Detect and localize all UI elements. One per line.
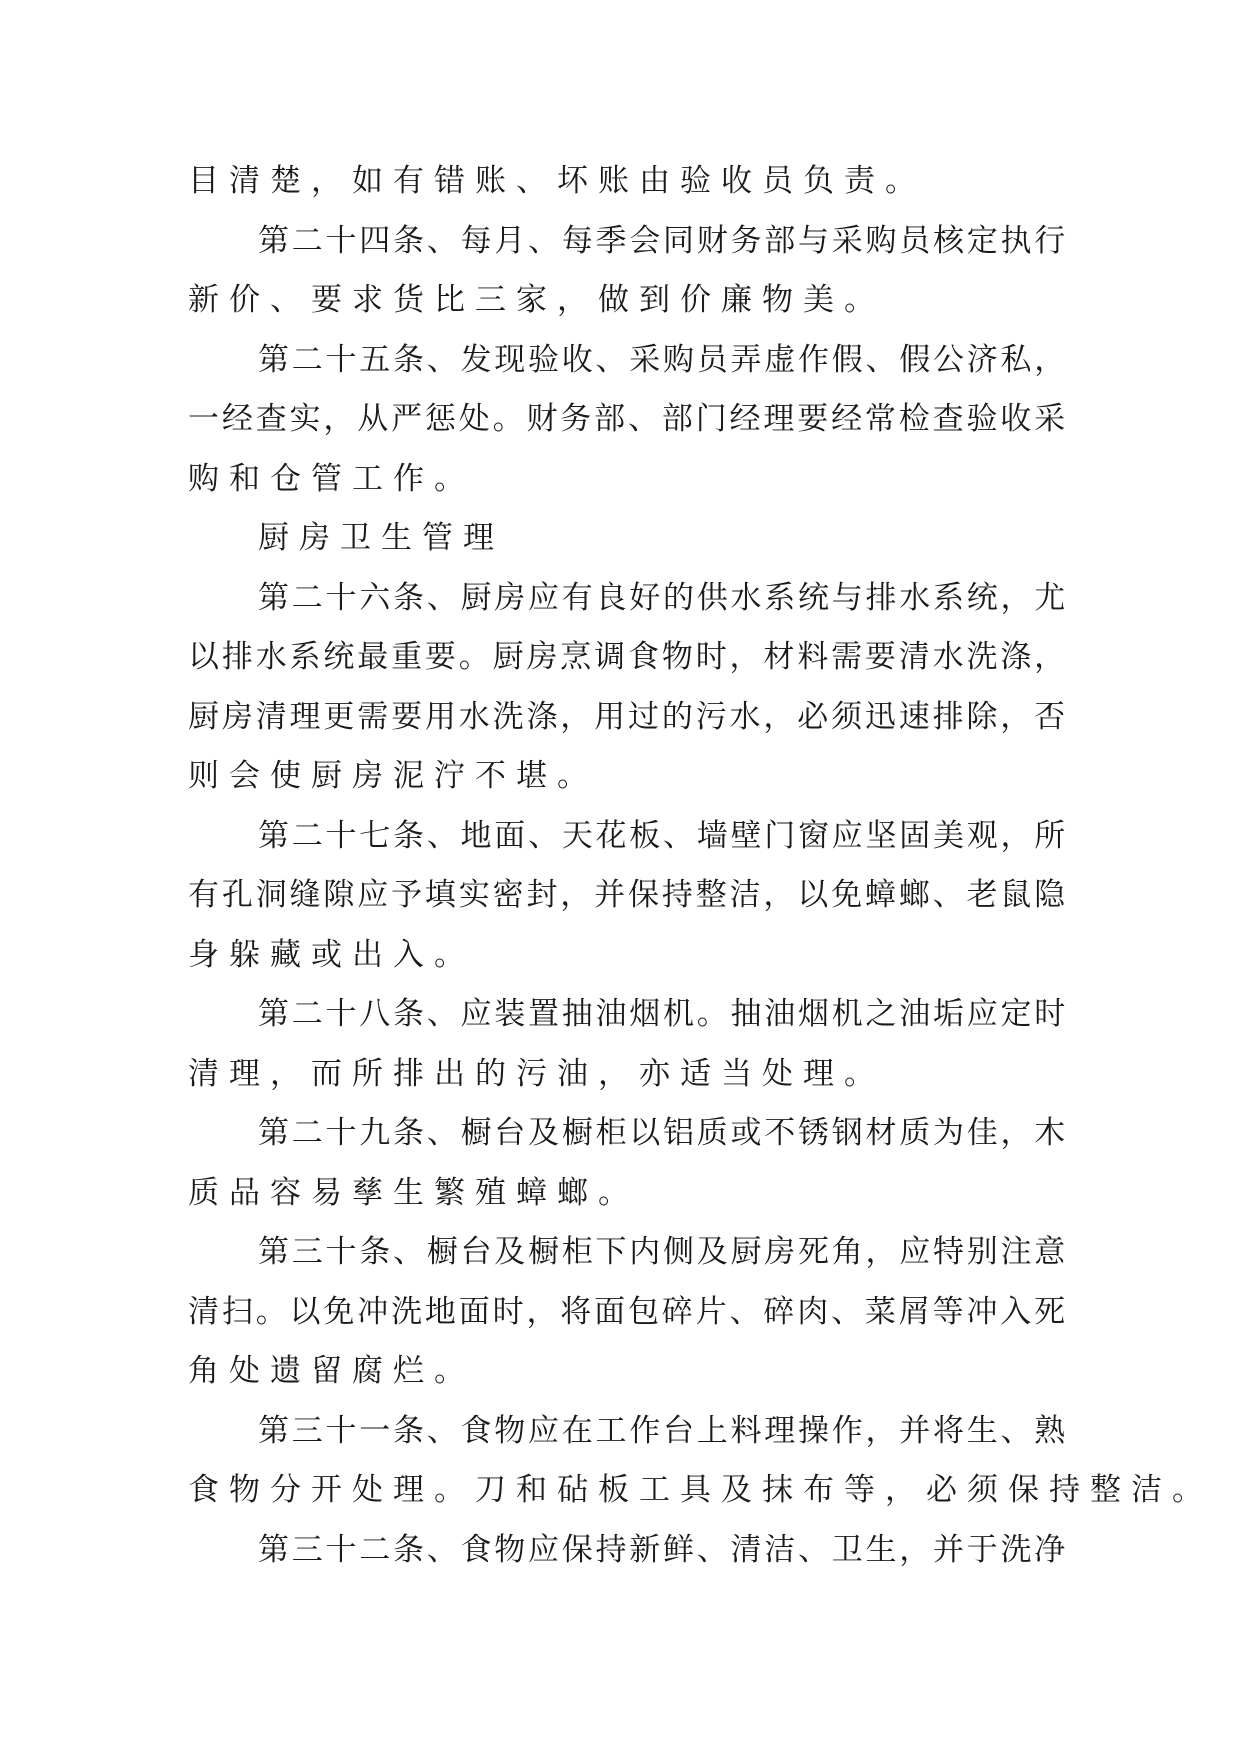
text-line: 第二十四条、每月、每季会同财务部与采购员核定执行: [258, 222, 1068, 259]
text-line: 第二十六条、厨房应有良好的供水系统与排水系统，尤: [258, 579, 1068, 616]
text-line: 目清楚，如有错账、坏账由验收员负责。: [188, 163, 926, 199]
text-line: 第三十二条、食物应保持新鲜、清洁、卫生，并于洗净: [258, 1531, 1068, 1568]
text-line: 以排水系统最重要。厨房烹调食物时，材料需要清水洗涤，: [188, 639, 1068, 675]
text-line: 厨房卫生管理: [258, 520, 504, 556]
text-line: 身躲藏或出入。: [188, 936, 475, 973]
document-body: [188, 152, 1213, 1580]
text-line: 第二十八条、应装置抽油烟机。抽油烟机之油垢应定时: [258, 996, 1068, 1032]
text-line: 质品容易孳生繁殖蟑螂。: [188, 1174, 639, 1211]
text-line: 有孔洞缝隙应予填实密封，并保持整洁，以免蟑螂、老鼠隐: [188, 877, 1068, 913]
text-line: 第三十一条、食物应在工作台上料理操作，并将生、熟: [258, 1412, 1068, 1449]
text-line: 清理，而所排出的污油，亦适当处理。: [188, 1055, 885, 1092]
text-line: 第二十五条、发现验收、采购员弄虚作假、假公济私，: [258, 341, 1068, 378]
text-line: 则会使厨房泥泞不堪。: [188, 758, 598, 794]
text-line: 清扫。以免冲洗地面时，将面包碎片、碎肉、菜屑等冲入死: [188, 1293, 1068, 1330]
text-line: 第三十条、橱台及橱柜下内侧及厨房死角，应特别注意: [258, 1234, 1068, 1270]
text-line: 第二十九条、橱台及橱柜以铝质或不锈钢材质为佳，木: [258, 1115, 1068, 1151]
text-line: 一经查实，从严惩处。财务部、部门经理要经常检查验收采: [188, 401, 1068, 437]
text-line: 食物分开处理。刀和砧板工具及抹布等，必须保持整洁。: [188, 1472, 1213, 1508]
text-line: 新价、要求货比三家，做到价廉物美。: [188, 282, 885, 318]
text-line: 厨房清理更需要用水洗涤，用过的污水，必须迅速排除，否: [188, 698, 1068, 735]
text-line: 角处遗留腐烂。: [188, 1353, 475, 1389]
text-line: 购和仓管工作。: [188, 460, 475, 497]
text-line: 第二十七条、地面、天花板、墙壁门窗应坚固美观，所: [258, 817, 1068, 854]
